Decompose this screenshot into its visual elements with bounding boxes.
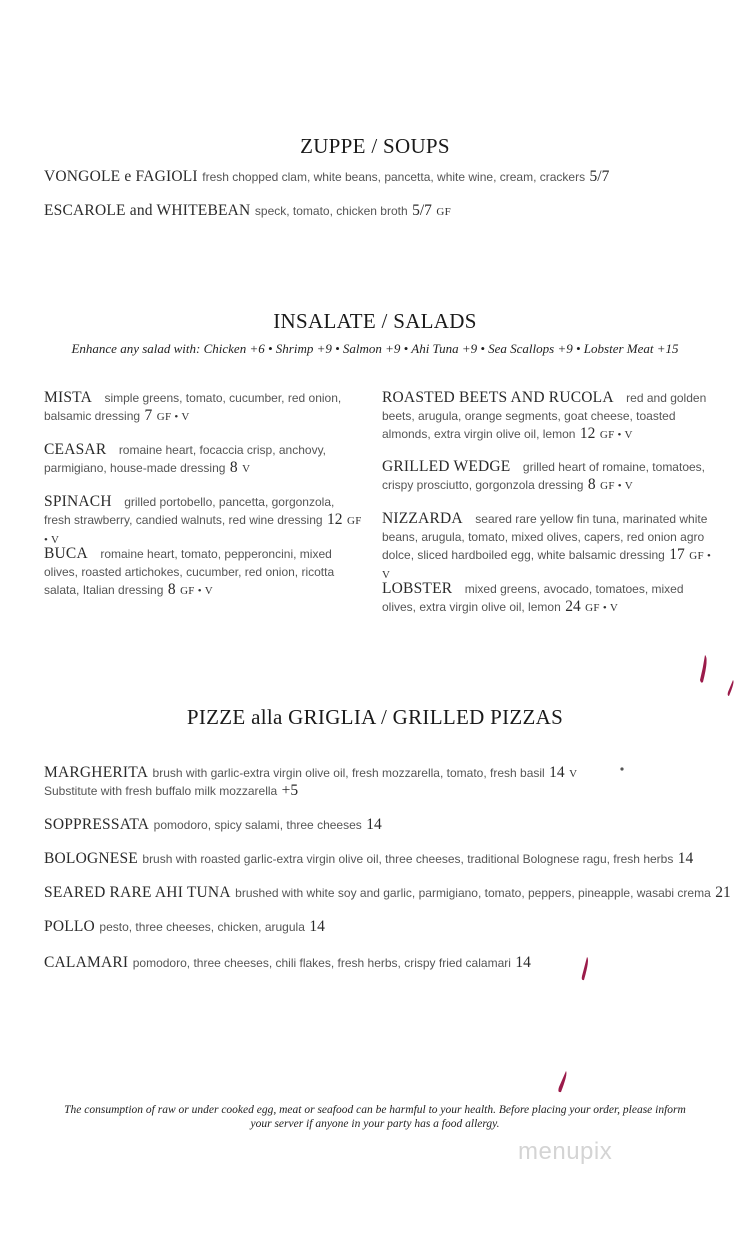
salads-title: INSALATE / SALADS [273, 309, 477, 333]
diet-tag: V [242, 463, 251, 475]
item-desc: pomodoro, spicy salami, three cheeses [153, 818, 362, 832]
item-name: SPINACH [44, 493, 112, 510]
menu-item [44, 954, 531, 972]
item-name: MISTA [44, 389, 92, 406]
item-name: CALAMARI [44, 954, 129, 971]
menu-item [44, 918, 325, 936]
diet-tag: V [569, 768, 578, 780]
diet-tag: GF • V [585, 602, 619, 614]
item-name: GRILLED WEDGE [382, 458, 511, 475]
item-name: ROASTED BEETS AND RUCOLA [382, 389, 614, 406]
item-price: 14 [366, 816, 382, 833]
item-price: 12 [327, 511, 343, 528]
paint-splash-decoration [575, 955, 595, 985]
item-price: 5/7 [589, 168, 610, 185]
item-name: MARGHERITA [44, 764, 149, 781]
salad-enhance-note: Enhance any salad with: Chicken +6 • Shrimp +9 • Salmon +9 • Ahi Tuna +9 • Sea Scallops +9 • Lobster Meat +15 [71, 341, 679, 356]
pizzas-title: PIZZE alla GRIGLIA / GRILLED PIZZAS [186, 705, 564, 729]
item-name: SEARED RARE AHI TUNA [44, 884, 231, 901]
item-price: 14 [549, 764, 565, 781]
item-name: CEASAR [44, 441, 107, 458]
diet-tag: GF • V [600, 480, 634, 492]
dot-decoration [619, 766, 625, 772]
menu-item [44, 850, 693, 868]
menu-item [44, 816, 382, 834]
item-name: ESCAROLE and WHITEBEAN [44, 202, 251, 219]
item-name: VONGOLE e FAGIOLI [44, 168, 198, 185]
menu-item [44, 202, 451, 220]
item-name: NIZZARDA [382, 510, 463, 527]
item-name: SOPPRESSATA [44, 816, 150, 833]
item-price: 21 [715, 884, 731, 901]
item-desc: brush with garlic-extra virgin olive oil, fresh mozzarella, tomato, fresh basil [152, 766, 545, 780]
item-price: 14 [309, 918, 325, 935]
item-price: 7 [144, 407, 153, 424]
item-price: 8 [229, 459, 238, 476]
menu-item [44, 441, 364, 478]
item-desc: pomodoro, three cheeses, chili flakes, fresh herbs, crispy fried calamari [132, 956, 511, 970]
menu-item [382, 458, 717, 495]
item-desc: grilled heart of romaine, tomatoes, crispy prosciutto, gorgonzola dressing [382, 460, 705, 492]
item-desc: grilled portobello, pancetta, gorgonzola, fresh strawberry, candied walnuts, red wine dressing [44, 495, 335, 527]
item-price: 24 [565, 598, 581, 615]
diet-tag: GF • V [382, 550, 712, 581]
item-price: 8 [167, 581, 176, 598]
food-safety-disclaimer: The consumption of raw or under cooked egg, meat or seafood can be harmful to your health. Before placing your order, please inform your server if anyone in your party has a food allergy. [64, 1104, 686, 1130]
item-desc: seared rare yellow fin tuna, marinated white beans, arugula, tomato, mixed olives, capers, red onion agro dolce, sliced hardboiled egg, white balsamic dressing [382, 512, 708, 562]
substitute-desc: Substitute with fresh buffalo milk mozzarella [44, 784, 278, 798]
menu-item [382, 580, 717, 617]
item-name: BOLOGNESE [44, 850, 138, 867]
item-price: 14 [515, 954, 531, 971]
soups-title: ZUPPE / SOUPS [300, 134, 450, 158]
menupix-watermark: menupix [518, 1138, 613, 1165]
item-desc: fresh chopped clam, white beans, pancetta, white wine, cream, crackers [202, 170, 586, 184]
diet-tag: GF • V [180, 585, 214, 597]
menu-item [382, 389, 717, 444]
diet-tag: GF • V [599, 429, 633, 441]
item-price: 5/7 [412, 202, 432, 219]
diet-tag: GF • V [44, 515, 362, 546]
item-desc: brush with roasted garlic-extra virgin olive oil, three cheeses, traditional Bolognese ragu, fresh herbs [142, 852, 674, 866]
item-name: POLLO [44, 918, 95, 935]
paint-splash-decoration [552, 1068, 572, 1096]
substitute-price: +5 [281, 782, 299, 799]
diet-tag: GF • V [156, 411, 190, 423]
menu-item [44, 389, 364, 426]
menu-item-substitute [44, 782, 298, 800]
paint-splash-decoration [695, 650, 740, 700]
item-price: 8 [587, 476, 596, 493]
item-name: LOBSTER [382, 580, 453, 597]
item-price: 14 [677, 850, 694, 867]
item-desc: simple greens, tomato, cucumber, red onion, balsamic dressing [44, 391, 342, 423]
menu-item [44, 493, 364, 549]
menu-item [44, 764, 577, 782]
item-desc: red and golden beets, arugula, orange segments, goat cheese, toasted almonds, extra virgin olive oil, lemon [382, 391, 707, 441]
menu-item [44, 884, 731, 902]
item-desc: mixed greens, avocado, tomatoes, mixed olives, extra virgin olive oil, lemon [382, 582, 684, 614]
item-desc: romaine heart, focaccia crisp, anchovy, parmigiano, house-made dressing [44, 443, 327, 475]
diet-tag: GF [436, 206, 452, 218]
menu-item [382, 510, 717, 584]
item-desc: speck, tomato, chicken broth [254, 204, 408, 218]
menu-item [44, 168, 609, 186]
item-desc: pesto, three cheeses, chicken, arugula [99, 920, 305, 934]
item-desc: brushed with white soy and garlic, parmigiano, tomato, peppers, pineapple, wasabi crema [235, 886, 711, 900]
item-price: 12 [579, 425, 596, 442]
item-desc: romaine heart, tomato, pepperoncini, mixed olives, roasted artichokes, cucumber, red onion, ricotta salata, Italian dressing [44, 547, 335, 597]
item-name: BUCA [44, 545, 88, 562]
menu-item [44, 545, 364, 600]
item-price: 17 [669, 546, 685, 563]
